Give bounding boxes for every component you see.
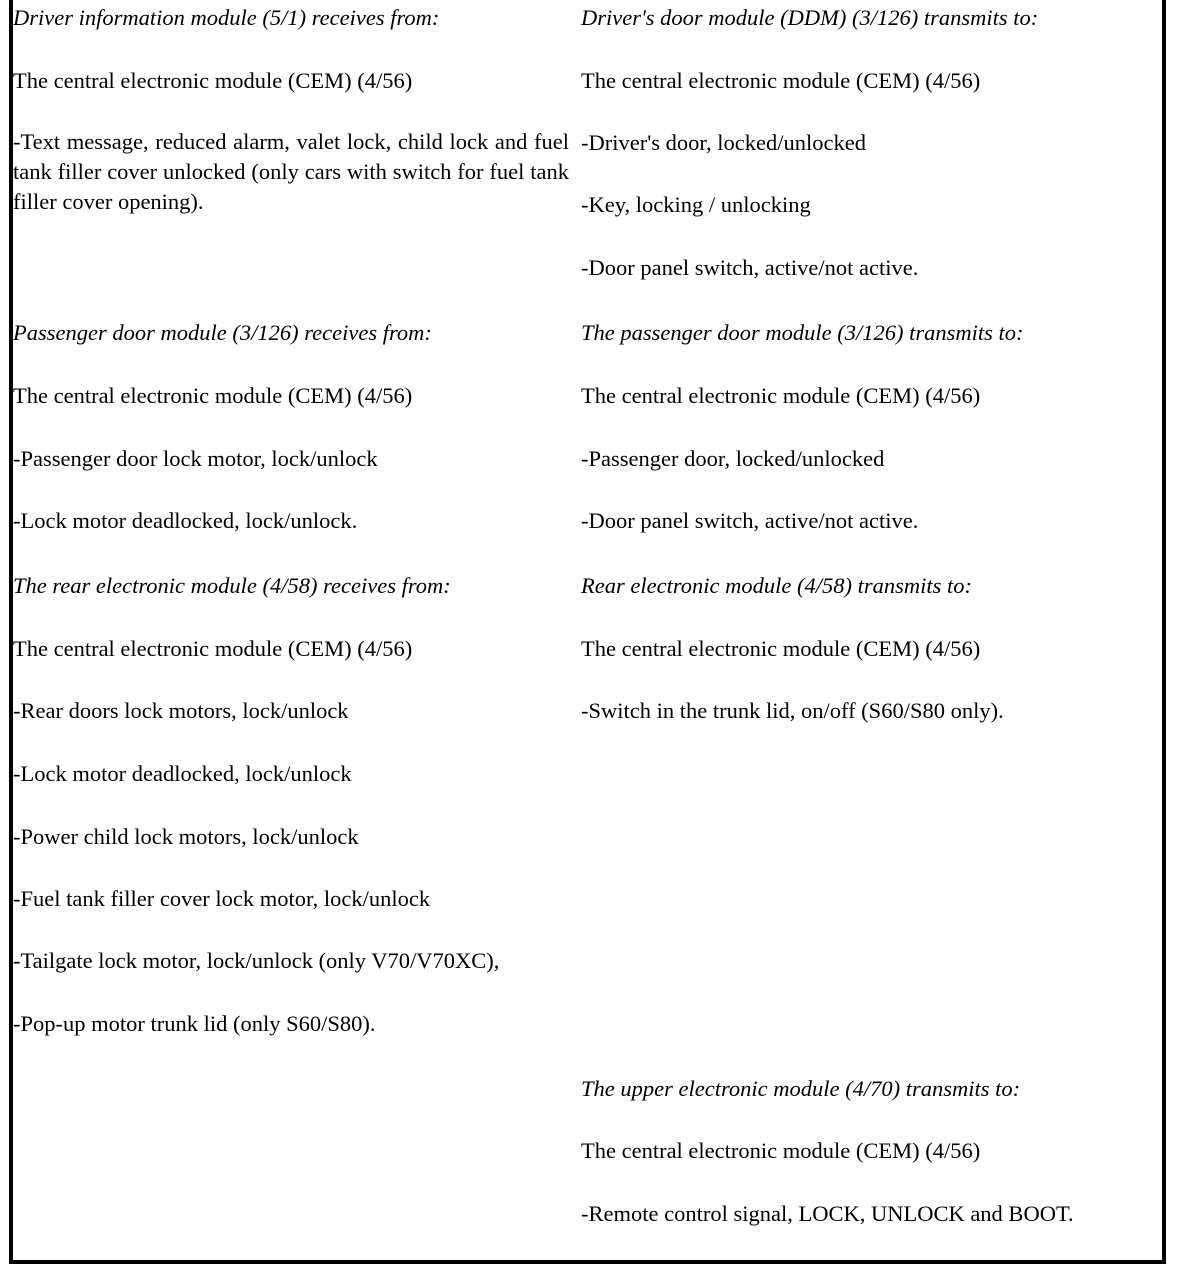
rear-module-transmits-item: -Switch in the trunk lid, on/off (S60/S80 only). xyxy=(581,698,1004,723)
passenger-door-receives-source: The central electronic module (CEM) (4/56) xyxy=(13,383,413,408)
driver-info-item: -Text message, reduced alarm, valet lock, child lock and fuel tank filler cover unlocked (only cars with switch for fuel tank filler cover opening). xyxy=(13,129,569,214)
passenger-door-receives-item: -Passenger door lock motor, lock/unlock xyxy=(13,446,378,471)
rear-module-transmits-heading: Rear electronic module (4/58) transmits to: xyxy=(581,573,972,598)
driver-info-source: The central electronic module (CEM) (4/56) xyxy=(13,68,413,93)
driver-door-heading: Driver's door module (DDM) (3/126) transmits to: xyxy=(581,5,1039,30)
driver-info-heading: Driver information module (5/1) receives from: xyxy=(13,5,440,30)
rear-module-receives-heading: The rear electronic module (4/58) receives from: xyxy=(13,573,451,598)
rear-module-receives-item: -Power child lock motors, lock/unlock xyxy=(13,824,359,849)
upper-module-transmits-item: -Remote control signal, LOCK, UNLOCK and BOOT. xyxy=(581,1201,1074,1226)
passenger-door-transmits-item: -Door panel switch, active/not active. xyxy=(581,508,919,533)
passenger-door-receives-item: -Lock motor deadlocked, lock/unlock. xyxy=(13,508,358,533)
driver-door-item: -Door panel switch, active/not active. xyxy=(581,255,919,280)
passenger-door-transmits-item: -Passenger door, locked/unlocked xyxy=(581,446,885,471)
passenger-door-transmits-target: The central electronic module (CEM) (4/56) xyxy=(581,383,981,408)
upper-module-transmits-heading: The upper electronic module (4/70) transmits to: xyxy=(581,1076,1021,1101)
rear-module-receives-source: The central electronic module (CEM) (4/56) xyxy=(13,636,413,661)
driver-door-target: The central electronic module (CEM) (4/56) xyxy=(581,68,981,93)
upper-module-transmits-target: The central electronic module (CEM) (4/56) xyxy=(581,1138,981,1163)
rear-module-receives-item: -Pop-up motor trunk lid (only S60/S80). xyxy=(13,1011,376,1036)
rear-module-transmits-target: The central electronic module (CEM) (4/56) xyxy=(581,636,981,661)
rear-module-receives-item: -Lock motor deadlocked, lock/unlock xyxy=(13,761,352,786)
rear-module-receives-item: -Rear doors lock motors, lock/unlock xyxy=(13,698,349,723)
rear-module-receives-item: -Fuel tank filler cover lock motor, lock/unlock xyxy=(13,886,431,911)
rear-module-receives-item: -Tailgate lock motor, lock/unlock (only V70/V70XC), xyxy=(13,948,500,973)
driver-door-item: -Driver's door, locked/unlocked xyxy=(581,130,866,155)
passenger-door-transmits-heading: The passenger door module (3/126) transmits to: xyxy=(581,320,1024,345)
driver-door-item: -Key, locking / unlocking xyxy=(581,192,811,217)
passenger-door-receives-heading: Passenger door module (3/126) receives from: xyxy=(13,320,432,345)
